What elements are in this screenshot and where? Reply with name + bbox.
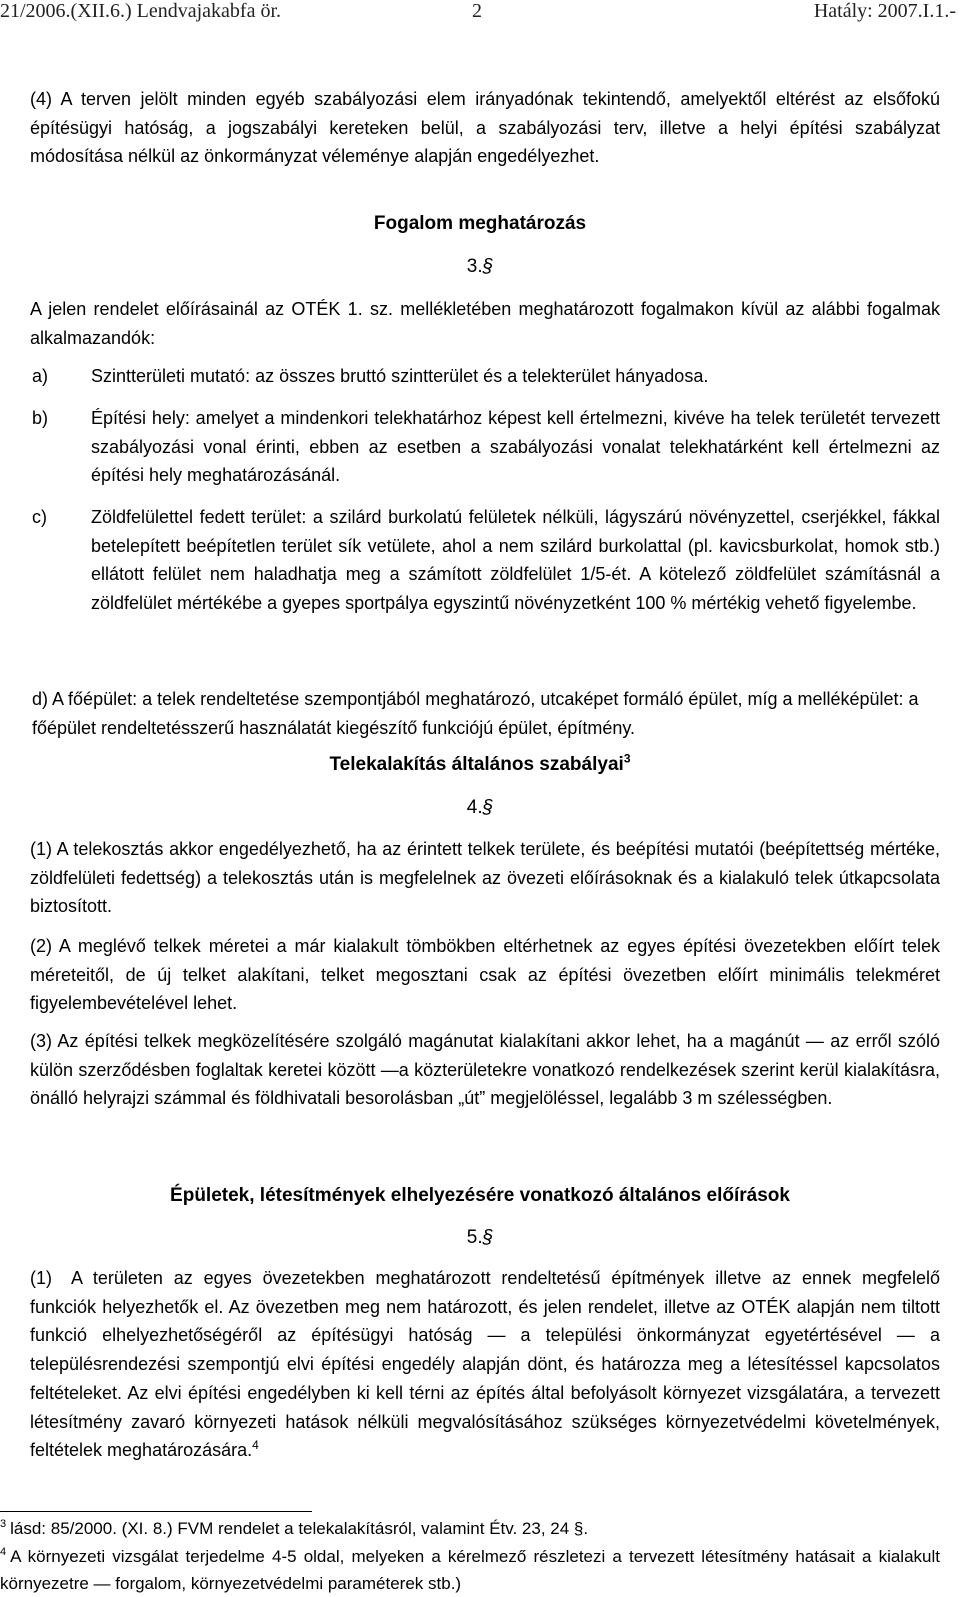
item-text: Zöldfelülettel fedett terület: a szilárd burkolatú felületek nélküli, lágyszárú növényzettel, cserjékkel, fákkal betelepített beépítetlen terület sík vetülete, ahol a nem szilárd burkolattal (pl. kavicsburkolat, homok stb.) ellátott felület nem haladhatja meg a számított zöldfelület 1/5-ét. A kötelező zöldfelület számításnál a zöldfelület mértékébe a gyepes sportpálya egyszintű növényzetként 100 % mértékig vehető figyelembe. xyxy=(91,507,940,614)
header-effective-date: Hatály: 2007.I.1.- xyxy=(813,0,956,22)
section-4-heading: Telekalakítás általános szabályai$^3$ xyxy=(329,751,631,775)
section-4-paragraph-2: (2) A meglévő telkek méretei a már kialakult tömbökben eltérhetnek az egyes építési övezetekben előírt telek méreteitől, de új telket alakítani, telket megosztani csak az építési övezetben előírt minimális telekméret figyelembevételével lehet. xyxy=(30,936,940,1014)
definition-item-d xyxy=(32,685,940,742)
item-text: Építési hely: amelyet a mindenkori telekhatárhoz képest kell értelmezni, kivéve ha telek területét tervezett szabályozási vonal érinti, ebben az esetben a szabályozási vonalat telekhatárként kell értelmezni az építési hely meghatározásánál. xyxy=(91,408,940,486)
section-5-number: 5.§ xyxy=(466,1227,494,1248)
definition-item-a xyxy=(32,362,940,391)
header-page-number: 2 xyxy=(472,0,482,22)
item-label: d) xyxy=(32,689,49,709)
footnote-divider xyxy=(0,1511,312,1512)
section-5-paragraph-1 xyxy=(30,1264,940,1465)
item-label: a) xyxy=(32,366,49,386)
footnote-3: $^3$ lásd: 85/2000. (XI. 8.) FVM rendelet a telekalakításról, valamint Étv. 23, 24 §. xyxy=(0,1518,589,1538)
section-4-number: 4.§ xyxy=(466,797,494,818)
item-label: b) xyxy=(32,408,49,428)
section-4-paragraph-3: (3) Az építési telkek megközelítésére szolgáló magánutat kialakítani akkor lehet, ha a magánút — az erről szóló külön szerződésben foglaltak keretei között —a közterületekre vonatkozó rendelkezések szerint kerül kialakításra, önálló helyrajzi számmal és földhivatali besorolásban „út” megjelöléssel, legalább 3 m szélességben. xyxy=(30,1031,940,1109)
footnote-ref-3: 3 xyxy=(623,751,631,766)
paragraph-label: (1) xyxy=(30,1268,52,1288)
section-5-heading: Épületek, létesítmények elhelyezésére vonatkozó általános előírások xyxy=(170,1185,790,1206)
item-text: Szintterületi mutató: az összes bruttó szintterület és a telekterület hányadosa. xyxy=(91,366,709,386)
section-3-heading: Fogalom meghatározás xyxy=(373,213,587,234)
page-header xyxy=(0,0,960,26)
section-4-paragraph-1: (1) A telekosztás akkor engedélyezhető, ha az érintett telkek területe, és beépítési mutatói (beépítettség mértéke, zöldfelületi fedettség) a telekosztás után is megfelelnek az övezeti előírásoknak és a kialakuló telek útkapcsolata biztosított. xyxy=(30,839,940,917)
section-3-lead: A jelen rendelet előírásainál az OTÉK 1. sz. mellékletében meghatározott fogalmakon kívül az alábbi fogalmak alkalmazandók: xyxy=(30,299,940,348)
definition-item-c xyxy=(32,503,940,618)
item-text: A főépület: a telek rendeltetése szempontjából meghatározó, utcaképet formáló épület, míg a melléképület: a főépület rendeltetésszerű használatát kiegészítő funkciójú épület, építmény. xyxy=(32,689,919,738)
footnote-4: $^4$ A környezeti vizsgálat terjedelme 4-5 oldal, melyeken a kérelmező részletezi a tervezett létesítmény hatásait a kialakult környezetre — forgalom, környezetvédelmi paraméterek stb.) xyxy=(0,1546,940,1593)
paragraph-text: A területen az egyes övezetekben meghatározott rendeltetésű építmények illetve az ennek megfelelő funkciók helyezhetők el. Az övezetben meg nem határozott, és jelen rendelet, illetve az OTÉK alapján nem tiltott funkció elhelyezhetőségéről az építésügyi hatóság — a települési önkormányzat egyetértésével — a településrendezési szempontjú elvi építési engedély alapján dönt, és határozza meg a létesítéssel kapcsolatos feltételeket. Az elvi építési engedélyben ki kell térni az építés által befolyásolt környezet vizsgálatára, a tervezett létesítmény zavaró környezeti hatások nélküli megvalósításához szükséges környezetvédelmi követelmények, feltételek meghatározására.$^4$ xyxy=(30,1268,940,1461)
item-label: c) xyxy=(32,507,47,527)
intro-paragraph: (4) A terven jelölt minden egyéb szabályozási elem irányadónak tekintendő, amelyektől eltérést az elsőfokú építésügyi hatóság, a jogszabályi kereteken belül, a szabályozási terv, illetve a helyi építési szabályzat módosítása nélkül az önkormányzat véleménye alapján engedélyezhet. xyxy=(30,89,940,167)
header-document-id: 21/2006.(XII.6.) Lendvajakabfa ör. xyxy=(0,0,282,22)
footnote-ref-4: 4 xyxy=(252,1438,259,1453)
section-3-number: 3.§ xyxy=(466,256,494,277)
definition-item-b xyxy=(32,404,940,490)
